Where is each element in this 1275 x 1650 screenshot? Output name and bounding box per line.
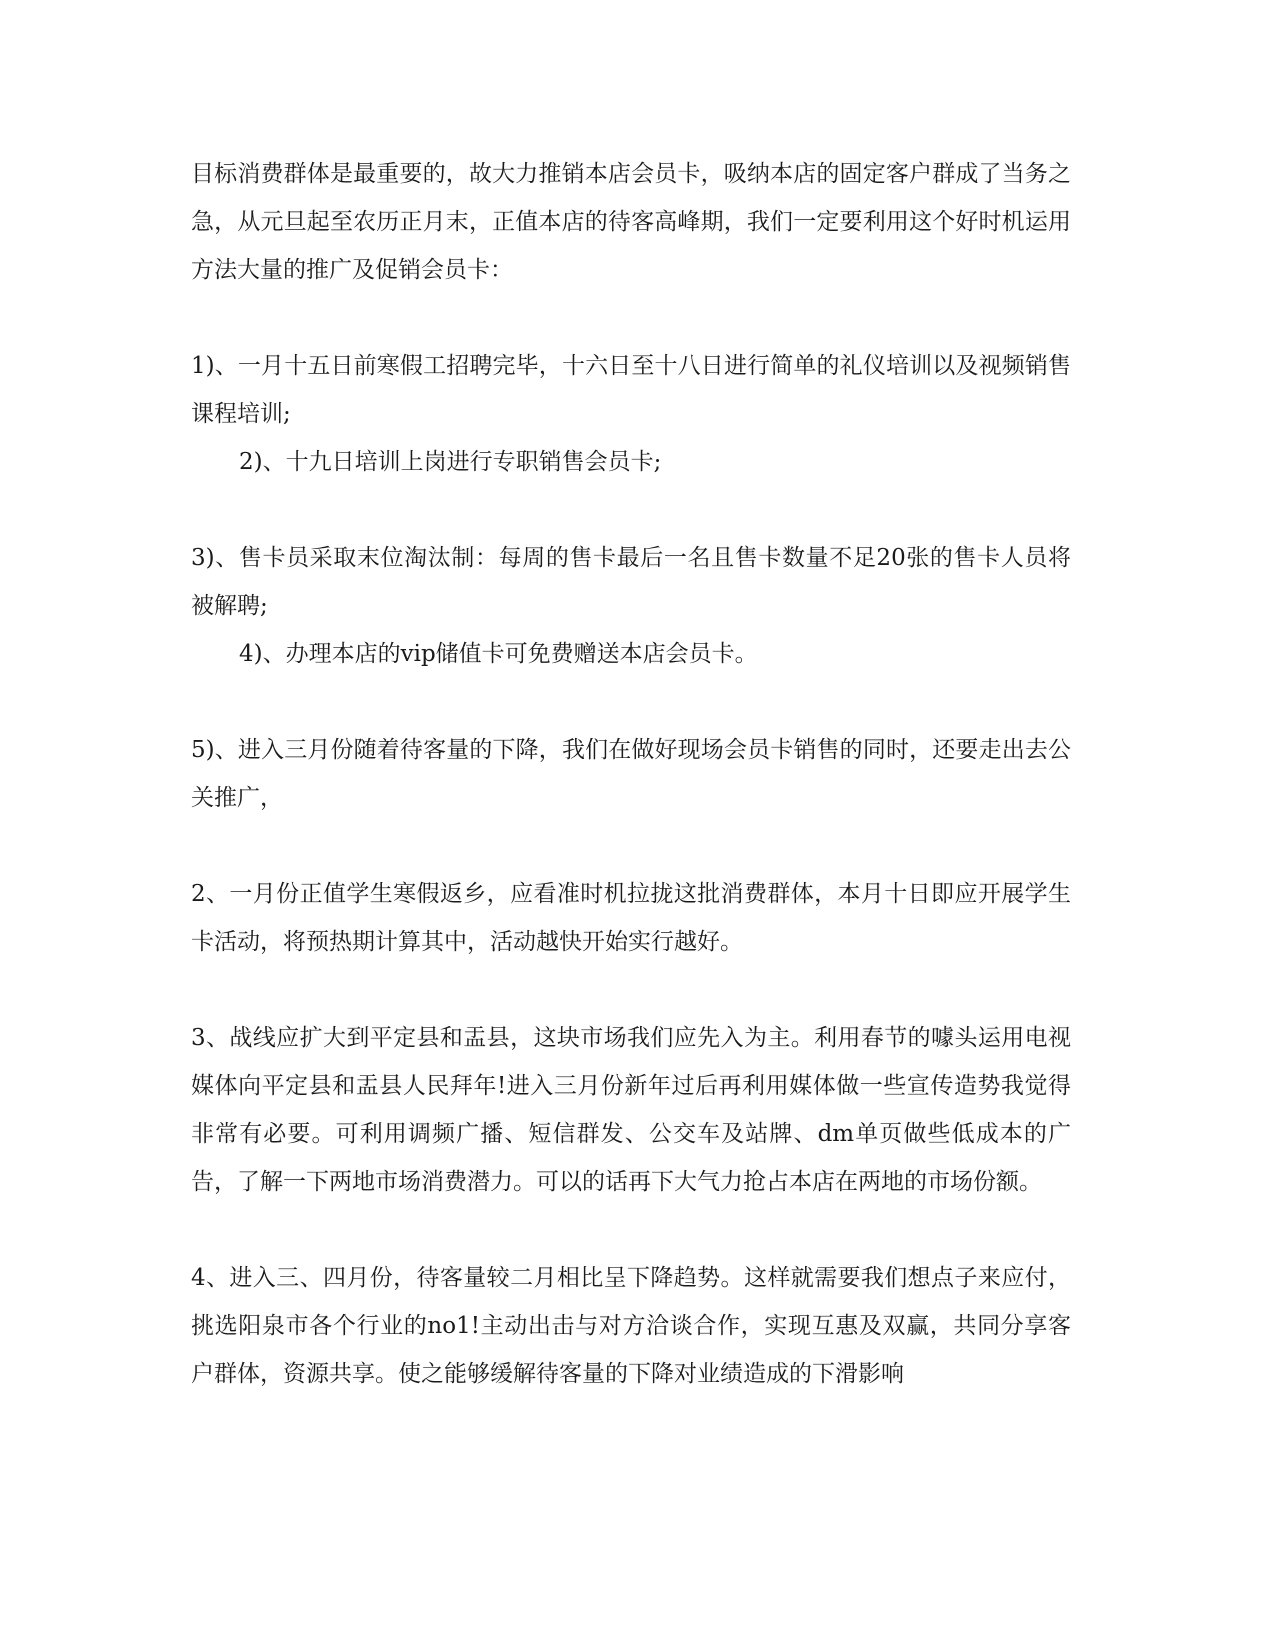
paragraph-intro: 目标消费群体是最重要的，故大力推销本店会员卡，吸纳本店的固定客户群成了当务之急，从元旦起至农历正月末，正值本店的待客高峰期，我们一定要利用这个好时机运用方法大量的推广及促销会员卡：: [191, 161, 1071, 283]
paragraph-item-2: 2)、十九日培训上岗进行专职销售会员卡;: [239, 449, 662, 475]
paragraph-item-1: 1)、一月十五日前寒假工招聘完毕，十六日至十八日进行简单的礼仪培训以及视频销售课程培训;: [191, 353, 1071, 427]
paragraph-section-2: 2、一月份正值学生寒假返乡，应看准时机拉拢这批消费群体，本月十日即应开展学生卡活动，将预热期计算其中，活动越快开始实行越好。: [191, 881, 1071, 955]
paragraph-item-3: 3)、售卡员采取末位淘汰制：每周的售卡最后一名且售卡数量不足20张的售卡人员将被解聘;: [191, 545, 1071, 619]
paragraph-item-5: 5)、进入三月份随着待客量的下降，我们在做好现场会员卡销售的同时，还要走出去公关推广，: [191, 737, 1071, 811]
document-body: [191, 150, 1071, 1398]
paragraph-section-4: 4、进入三、四月份，待客量较二月相比呈下降趋势。这样就需要我们想点子来应付，挑选阳泉市各个行业的no1!主动出击与对方洽谈合作，实现互惠及双赢，共同分享客户群体，资源共享。使之能够缓解待客量的下降对业绩造成的下滑影响: [191, 1265, 1071, 1387]
paragraph-item-4: 4)、办理本店的vip储值卡可免费赠送本店会员卡。: [239, 641, 758, 667]
paragraph-section-3: 3、战线应扩大到平定县和盂县，这块市场我们应先入为主。利用春节的噱头运用电视媒体向平定县和盂县人民拜年!进入三月份新年过后再利用媒体做一些宣传造势我觉得非常有必要。可利用调频广播、短信群发、公交车及站牌、dm单页做些低成本的广告，了解一下两地市场消费潜力。可以的话再下大气力抢占本店在两地的市场份额。: [191, 1025, 1071, 1195]
